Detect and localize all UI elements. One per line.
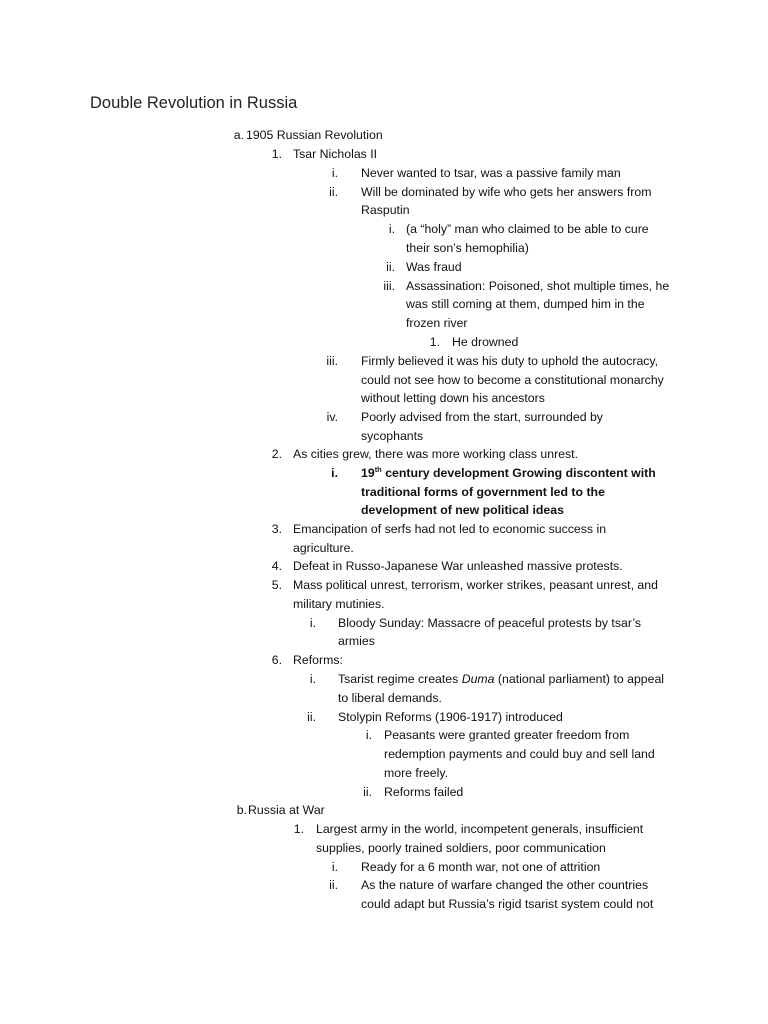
list-item-text: Mass political unrest, terrorism, worker strikes, peasant unrest, and xyxy=(293,578,658,592)
list-item-text: Will be dominated by wife who gets her answers from xyxy=(361,185,652,199)
list-marker: ii. xyxy=(363,785,372,799)
list-marker: 6. xyxy=(271,653,282,667)
list-item-text: Bloody Sunday: Massacre of peaceful protests by tsar’s xyxy=(338,616,642,630)
list-marker: ii. xyxy=(307,710,316,724)
list-item-text: Reforms failed xyxy=(384,785,464,799)
list-item-text: As cities grew, there was more working class unrest. xyxy=(293,447,578,461)
section-b-marker: b. xyxy=(236,803,247,817)
list-item-text: armies xyxy=(338,634,375,648)
list-item-text: sycophants xyxy=(361,429,424,443)
list-item-text: Peasants were granted greater freedom from xyxy=(384,728,630,742)
list-item-text: Emancipation of serfs had not led to economic success in xyxy=(293,522,607,536)
list-item-text: Poorly advised from the start, surrounded by xyxy=(361,410,603,424)
list-marker: i. xyxy=(331,860,338,874)
list-item-text: could adapt but Russia’s rigid tsarist system could not xyxy=(361,897,654,911)
list-marker: iv. xyxy=(326,410,338,424)
list-marker: 1. xyxy=(293,822,304,836)
list-marker: 5. xyxy=(271,578,282,592)
list-marker: 2. xyxy=(271,447,282,461)
list-item-text: Largest army in the world, incompetent generals, insufficient xyxy=(316,822,644,836)
list-item-text: their son’s hemophilia) xyxy=(406,241,529,255)
list-item-text: more freely. xyxy=(384,766,449,780)
list-item-text: supplies, poorly trained soldiers, poor communication xyxy=(316,841,606,855)
list-item-text xyxy=(338,670,664,689)
list-marker: 1. xyxy=(271,147,282,161)
list-item-text-rest: century development Growing discontent with xyxy=(381,466,656,480)
document-title: Double Revolution in Russia xyxy=(90,94,298,112)
list-item-text: Reforms: xyxy=(293,653,343,667)
list-marker: i. xyxy=(365,728,372,742)
list-item-text: He drowned xyxy=(452,335,519,349)
list-item-text: could not see how to become a constitutional monarchy xyxy=(361,373,664,387)
list-item-text: Tsar Nicholas II xyxy=(293,147,378,161)
list-item-text: agriculture. xyxy=(293,541,354,555)
list-item-text: Never wanted to tsar, was a passive family man xyxy=(361,166,621,180)
list-marker: i. xyxy=(331,166,338,180)
list-item-text: military mutinies. xyxy=(293,597,385,611)
list-item-text: (a “holy” man who claimed to be able to cure xyxy=(406,222,649,236)
list-marker: ii. xyxy=(329,878,338,892)
list-item-text-post: (national parliament) to appeal xyxy=(494,672,665,686)
list-marker: ii. xyxy=(329,185,338,199)
list-item-text: Defeat in Russo-Japanese War unleashed massive protests. xyxy=(293,559,623,573)
list-item-text: was still coming at them, dumped him in the xyxy=(406,297,645,311)
list-item-text: Rasputin xyxy=(361,203,410,217)
list-marker: i. xyxy=(331,466,338,480)
list-item-text-bold xyxy=(361,464,656,483)
section-a-marker: a. xyxy=(233,128,244,142)
list-item-text: frozen river xyxy=(406,316,468,330)
list-item-text: Assassination: Poisoned, shot multiple times, he xyxy=(406,279,670,293)
list-marker: iii. xyxy=(383,279,395,293)
list-item-text: Was fraud xyxy=(406,260,462,274)
list-item-text-pre: Tsarist regime creates xyxy=(338,672,462,686)
list-item-text: Firmly believed it was his duty to uphold the autocracy, xyxy=(361,354,659,368)
list-item-text: to liberal demands. xyxy=(338,691,442,705)
list-item-text: Stolypin Reforms (1906-1917) introduced xyxy=(338,710,563,724)
list-marker: 3. xyxy=(271,522,282,536)
list-item-text: without letting down his ancestors xyxy=(361,391,545,405)
list-marker: i. xyxy=(309,672,316,686)
list-marker: 4. xyxy=(271,559,282,573)
duma-term: Duma xyxy=(461,672,495,686)
list-marker: ii. xyxy=(386,260,395,274)
list-marker: i. xyxy=(309,616,316,630)
ordinal-number: 19 xyxy=(361,466,375,480)
list-item-text: redemption payments and could buy and sell land xyxy=(384,747,655,761)
section-a-heading: 1905 Russian Revolution xyxy=(246,128,383,142)
list-item-text-bold: traditional forms of government led to the xyxy=(361,485,605,499)
ordinal-suffix: th xyxy=(374,464,382,474)
list-item-text: Ready for a 6 month war, not one of attrition xyxy=(361,860,601,874)
list-marker: i. xyxy=(388,222,395,236)
list-marker: 1. xyxy=(429,335,440,349)
section-b-heading: Russia at War xyxy=(248,803,325,817)
list-item-text: As the nature of warfare changed the other countries xyxy=(361,878,649,892)
list-marker: iii. xyxy=(326,354,338,368)
list-item-text-bold: development of new political ideas xyxy=(361,503,564,517)
